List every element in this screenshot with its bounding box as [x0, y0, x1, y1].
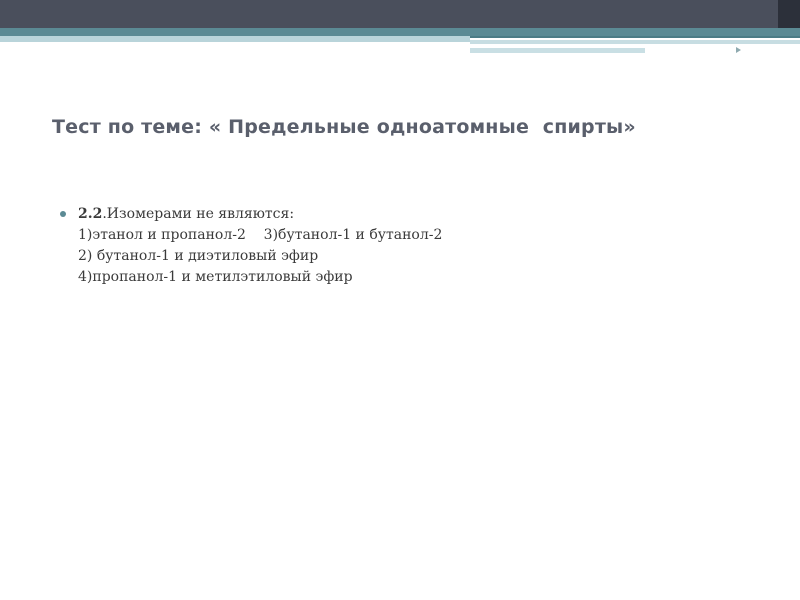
- accent-stripe-teal: [0, 28, 800, 36]
- slide-title: Тест по теме: « Предельные одноатомные спирты»: [52, 116, 636, 138]
- question-header: [78, 204, 760, 225]
- accent-stripe-light: [0, 36, 470, 42]
- accent-stripe-light-short: [470, 48, 645, 53]
- arrow-marker-icon: [736, 47, 741, 53]
- answer-line-3: 4)пропанол-1 и метилэтиловый эфир: [78, 269, 353, 285]
- answer-line-1: 1)этанол и пропанол-2 3)бутанол-1 и бутанол-2: [78, 227, 443, 243]
- question-number: 2.2: [78, 206, 103, 222]
- question-prompt: .Изомерами не являются:: [102, 206, 295, 222]
- header-band: [0, 0, 800, 28]
- answer-line-2: 2) бутанол-1 и диэтиловый эфир: [78, 248, 319, 264]
- accent-stripe-light-right: [470, 40, 800, 44]
- header-band-corner: [778, 0, 800, 28]
- slide-content: [60, 204, 760, 288]
- question-bullet: [60, 204, 760, 288]
- bullet-icon: [60, 211, 66, 217]
